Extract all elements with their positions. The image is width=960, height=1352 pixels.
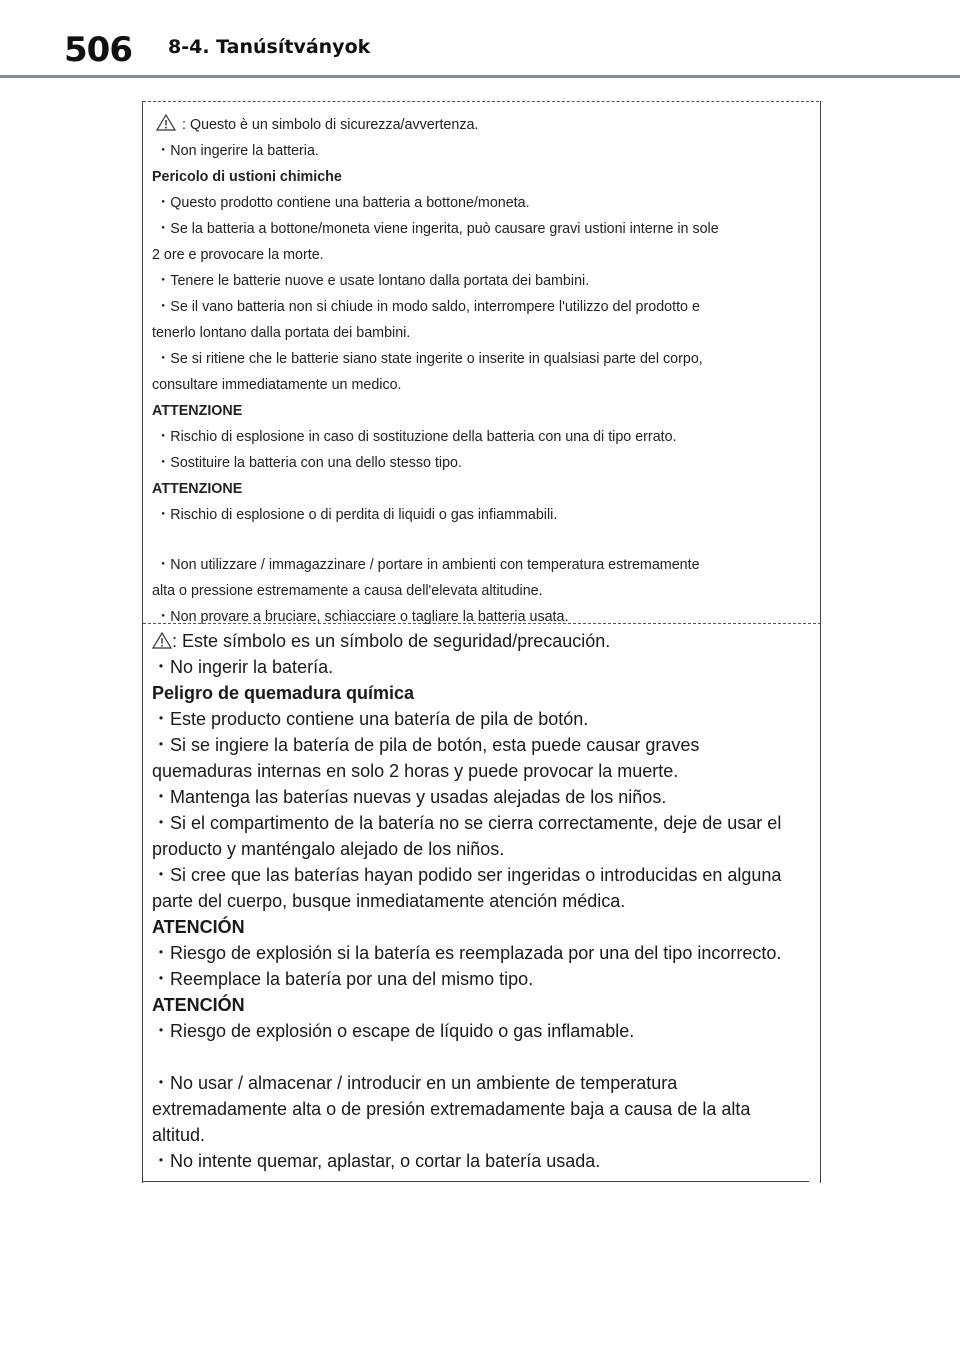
spanish-heading: ATENCIÓN [152, 995, 245, 1015]
italian-line: ・Non provare a bruciare, schiacciare o tagliare la batteria usata. [156, 609, 569, 625]
italian-symbol-line [152, 112, 792, 138]
spanish-line: ・Riesgo de explosión o escape de líquido o gas inflamable. [152, 1021, 635, 1041]
italian-heading: ATTENZIONE [152, 403, 243, 419]
italian-line: ・Sostituire la batteria con una dello stesso tipo. [156, 455, 462, 471]
spanish-line: ・No usar / almacenar / introducir en un ambiente de temperatura [152, 1073, 678, 1093]
spanish-line: parte del cuerpo, busque inmediatamente atención médica. [152, 891, 626, 911]
spanish-line: ・Riesgo de explosión si la batería es reemplazada por una del tipo incorrecto. [152, 943, 782, 963]
italian-line: ・Se si ritiene che le batterie siano state ingerite o inserite in qualsiasi parte del corpo, [156, 351, 703, 367]
spanish-line: quemaduras internas en solo 2 horas y puede provocar la muerte. [152, 761, 679, 781]
page-header [0, 0, 960, 80]
italian-line: ・Rischio di esplosione in caso di sostituzione della batteria con una di tipo errato. [156, 429, 677, 445]
spanish-line: ・Mantenga las baterías nuevas y usadas alejadas de los niños. [152, 787, 667, 807]
spanish-line: ・Este producto contiene una batería de pila de botón. [152, 709, 589, 729]
section-title: 8-4. Tanúsítványok [168, 36, 371, 58]
notice-right-border-lower [820, 627, 821, 1183]
spacer [152, 1044, 792, 1070]
italian-line: ・Non ingerire la batteria. [156, 143, 319, 159]
italian-heading: Pericolo di ustioni chimiche [152, 169, 342, 185]
header-rule [0, 75, 960, 78]
italian-warning-text [152, 112, 792, 630]
italian-line: ・Se la batteria a bottone/moneta viene ingerita, può causare gravi ustioni interne in sole [156, 221, 719, 237]
spanish-line: ・Si el compartimento de la batería no se cierra correctamente, deje de usar el [152, 813, 782, 833]
italian-line: ・Questo prodotto contiene una batteria a bottone/moneta. [156, 195, 530, 211]
italian-line: ・Se il vano batteria non si chiude in modo saldo, interrompere l'utilizzo del prodotto e [156, 299, 700, 315]
spanish-warning-text [152, 628, 792, 1174]
notice-top-border [143, 101, 819, 102]
spanish-line: producto y manténgalo alejado de los niños. [152, 839, 505, 859]
italian-line: tenerlo lontano dalla portata dei bambini. [152, 325, 411, 341]
italian-line: consultare immediatamente un medico. [152, 377, 402, 393]
warning-triangle-icon [156, 114, 176, 131]
italian-symbol-note: : Questo è un simbolo di sicurezza/avvertenza. [182, 117, 479, 133]
spanish-line: ・No ingerir la batería. [152, 657, 334, 677]
spanish-heading: ATENCIÓN [152, 917, 245, 937]
spanish-symbol-note: : Este símbolo es un símbolo de seguridad/precaución. [172, 631, 611, 651]
italian-line: ・Tenere le batterie nuove e usate lontano dalla portata dei bambini. [156, 273, 590, 289]
italian-line: 2 ore e provocare la morte. [152, 247, 324, 263]
italian-line: ・Rischio di esplosione o di perdita di liquidi o gas infiammabili. [156, 507, 558, 523]
spanish-line: altitud. [152, 1125, 206, 1145]
notice-bottom-border [143, 1181, 809, 1182]
spacer [152, 528, 792, 552]
warning-triangle-icon [152, 632, 172, 649]
spanish-heading: Peligro de quemadura química [152, 683, 415, 703]
spanish-line: ・Reemplace la batería por una del mismo tipo. [152, 969, 534, 989]
spanish-symbol-line [152, 628, 792, 654]
spanish-line: ・Si se ingiere la batería de pila de botón, esta puede causar graves [152, 735, 700, 755]
spanish-line: extremadamente alta o de presión extremadamente baja a causa de la alta [152, 1099, 751, 1119]
italian-line: ・Non utilizzare / immagazzinare / portare in ambienti con temperatura estremamente [156, 557, 700, 573]
italian-line: alta o pressione estremamente a causa dell'elevata altitudine. [152, 583, 543, 599]
spanish-line: ・Si cree que las baterías hayan podido ser ingeridas o introducidas en alguna [152, 865, 782, 885]
italian-heading: ATTENZIONE [152, 481, 243, 497]
page-number: 506 [64, 30, 132, 70]
spanish-line: ・No intente quemar, aplastar, o cortar la batería usada. [152, 1151, 601, 1171]
notice-right-border [820, 101, 821, 629]
